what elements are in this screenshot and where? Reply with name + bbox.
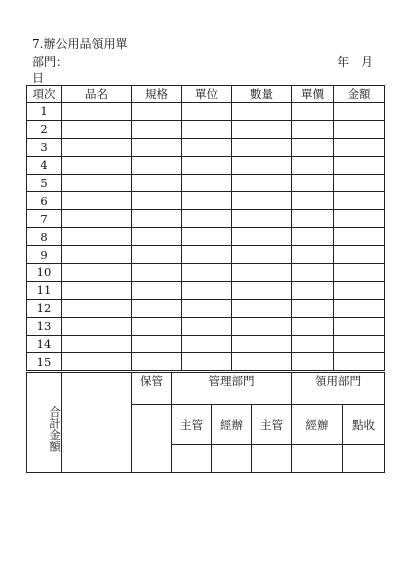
unit-cell[interactable] [182,138,232,156]
item-name-cell[interactable] [62,174,132,192]
table-row [27,156,385,174]
row-number: 14 [27,335,62,353]
unit-price-cell[interactable] [292,174,334,192]
unit-price-cell[interactable] [292,335,334,353]
column-header-unit-price: 單價 [292,86,334,103]
unit-price-cell[interactable] [292,246,334,264]
quantity-cell[interactable] [232,228,292,246]
table-row [27,103,385,121]
spec-cell[interactable] [132,192,182,210]
total-amount-label: 合計金額 [27,373,62,473]
quantity-cell[interactable] [232,335,292,353]
table-row [27,210,385,228]
item-name-cell[interactable] [62,335,132,353]
amount-cell[interactable] [334,210,385,228]
table-row [27,174,385,192]
table-row [27,138,385,156]
item-name-cell[interactable] [62,210,132,228]
spec-cell[interactable] [132,246,182,264]
column-header-spec: 規格 [132,86,182,103]
amount-cell[interactable] [334,264,385,282]
custody-label: 保管 [132,373,172,405]
day-label: 日 [32,71,45,85]
unit-price-cell[interactable] [292,281,334,299]
supervisor-1-label: 主管 [172,405,212,445]
quantity-cell[interactable] [232,264,292,282]
amount-cell[interactable] [334,317,385,335]
custody-signature[interactable] [132,405,172,473]
quantity-cell[interactable] [232,156,292,174]
amount-cell[interactable] [334,281,385,299]
item-name-cell[interactable] [62,317,132,335]
unit-price-cell[interactable] [292,210,334,228]
table-row [27,192,385,210]
item-name-cell[interactable] [62,156,132,174]
quantity-cell[interactable] [232,103,292,121]
unit-price-cell[interactable] [292,103,334,121]
quantity-cell[interactable] [232,210,292,228]
supervisor-2-signature[interactable] [252,445,292,473]
unit-price-cell[interactable] [292,156,334,174]
form-title: 7.辦公用品領用單 [32,37,128,51]
unit-cell[interactable] [182,264,232,282]
row-number: 6 [27,192,62,210]
spec-cell[interactable] [132,103,182,121]
item-name-cell[interactable] [62,103,132,121]
spec-cell[interactable] [132,174,182,192]
spec-cell[interactable] [132,156,182,174]
table-row [27,299,385,317]
amount-cell[interactable] [334,299,385,317]
column-header-unit: 單位 [182,86,232,103]
quantity-cell[interactable] [232,120,292,138]
supervisor-1-signature[interactable] [172,445,212,473]
row-number: 15 [27,353,62,371]
column-header-amount: 金額 [334,86,385,103]
quantity-cell[interactable] [232,192,292,210]
item-name-cell[interactable] [62,281,132,299]
row-number: 4 [27,156,62,174]
unit-cell[interactable] [182,156,232,174]
row-number: 3 [27,138,62,156]
quantity-cell[interactable] [232,353,292,371]
amount-cell[interactable] [334,228,385,246]
quantity-cell[interactable] [232,299,292,317]
column-header-quantity: 數量 [232,86,292,103]
supervisor-2-label: 主管 [252,405,292,445]
row-number: 2 [27,120,62,138]
amount-cell[interactable] [334,120,385,138]
spec-cell[interactable] [132,228,182,246]
row-number: 8 [27,228,62,246]
column-header-item-name: 品名 [62,86,132,103]
unit-price-cell[interactable] [292,192,334,210]
item-name-cell[interactable] [62,264,132,282]
unit-cell[interactable] [182,353,232,371]
quantity-cell[interactable] [232,281,292,299]
spec-cell[interactable] [132,138,182,156]
spec-cell[interactable] [132,353,182,371]
acceptance-signature[interactable] [343,445,385,473]
signature-table [26,372,385,473]
unit-cell[interactable] [182,317,232,335]
unit-cell[interactable] [182,246,232,264]
item-name-cell[interactable] [62,192,132,210]
spec-cell[interactable] [132,335,182,353]
amount-cell[interactable] [334,103,385,121]
handler-2-label: 經辦 [292,405,343,445]
amount-cell[interactable] [334,138,385,156]
spec-cell[interactable] [132,264,182,282]
spec-cell[interactable] [132,120,182,138]
acceptance-label: 點收 [343,405,385,445]
spec-cell[interactable] [132,299,182,317]
unit-price-cell[interactable] [292,317,334,335]
table-row [27,264,385,282]
spec-cell[interactable] [132,317,182,335]
table-row [27,120,385,138]
table-row [27,281,385,299]
unit-price-cell[interactable] [292,264,334,282]
unit-cell[interactable] [182,120,232,138]
row-number: 11 [27,281,62,299]
quantity-cell[interactable] [232,317,292,335]
table-row [27,335,385,353]
row-number: 5 [27,174,62,192]
row-number: 1 [27,103,62,121]
unit-cell[interactable] [182,281,232,299]
amount-cell[interactable] [334,246,385,264]
unit-price-cell[interactable] [292,138,334,156]
unit-cell[interactable] [182,210,232,228]
table-row [27,228,385,246]
item-name-cell[interactable] [62,120,132,138]
item-name-cell[interactable] [62,228,132,246]
table-header-row [27,86,385,103]
quantity-cell[interactable] [232,246,292,264]
spec-cell[interactable] [132,210,182,228]
unit-cell[interactable] [182,192,232,210]
item-name-cell[interactable] [62,353,132,371]
table-row [27,246,385,264]
unit-price-cell[interactable] [292,228,334,246]
unit-price-cell[interactable] [292,120,334,138]
item-name-cell[interactable] [62,246,132,264]
column-header-item-no: 項次 [27,86,62,103]
row-number: 10 [27,264,62,282]
amount-cell[interactable] [334,156,385,174]
handler-2-signature[interactable] [292,445,343,473]
table-row [27,317,385,335]
amount-cell[interactable] [334,174,385,192]
department-label: 部門： [32,55,69,69]
handler-1-signature[interactable] [212,445,252,473]
requesting-dept-label: 領用部門 [292,373,385,405]
row-number: 7 [27,210,62,228]
row-number: 9 [27,246,62,264]
amount-cell[interactable] [334,335,385,353]
amount-cell[interactable] [334,192,385,210]
unit-cell[interactable] [182,174,232,192]
handler-1-label: 經辦 [212,405,252,445]
management-dept-label: 管理部門 [172,373,292,405]
row-number: 13 [27,317,62,335]
total-amount-value[interactable] [62,373,132,473]
quantity-cell[interactable] [232,138,292,156]
quantity-cell[interactable] [232,174,292,192]
items-table [26,85,385,371]
unit-cell[interactable] [182,299,232,317]
table-row [27,353,385,371]
year-label: 年 [337,55,350,69]
unit-cell[interactable] [182,103,232,121]
amount-cell[interactable] [334,353,385,371]
item-name-cell[interactable] [62,299,132,317]
unit-price-cell[interactable] [292,353,334,371]
unit-cell[interactable] [182,228,232,246]
month-label: 月 [361,55,374,69]
unit-cell[interactable] [182,335,232,353]
row-number: 12 [27,299,62,317]
item-name-cell[interactable] [62,138,132,156]
spec-cell[interactable] [132,281,182,299]
unit-price-cell[interactable] [292,299,334,317]
